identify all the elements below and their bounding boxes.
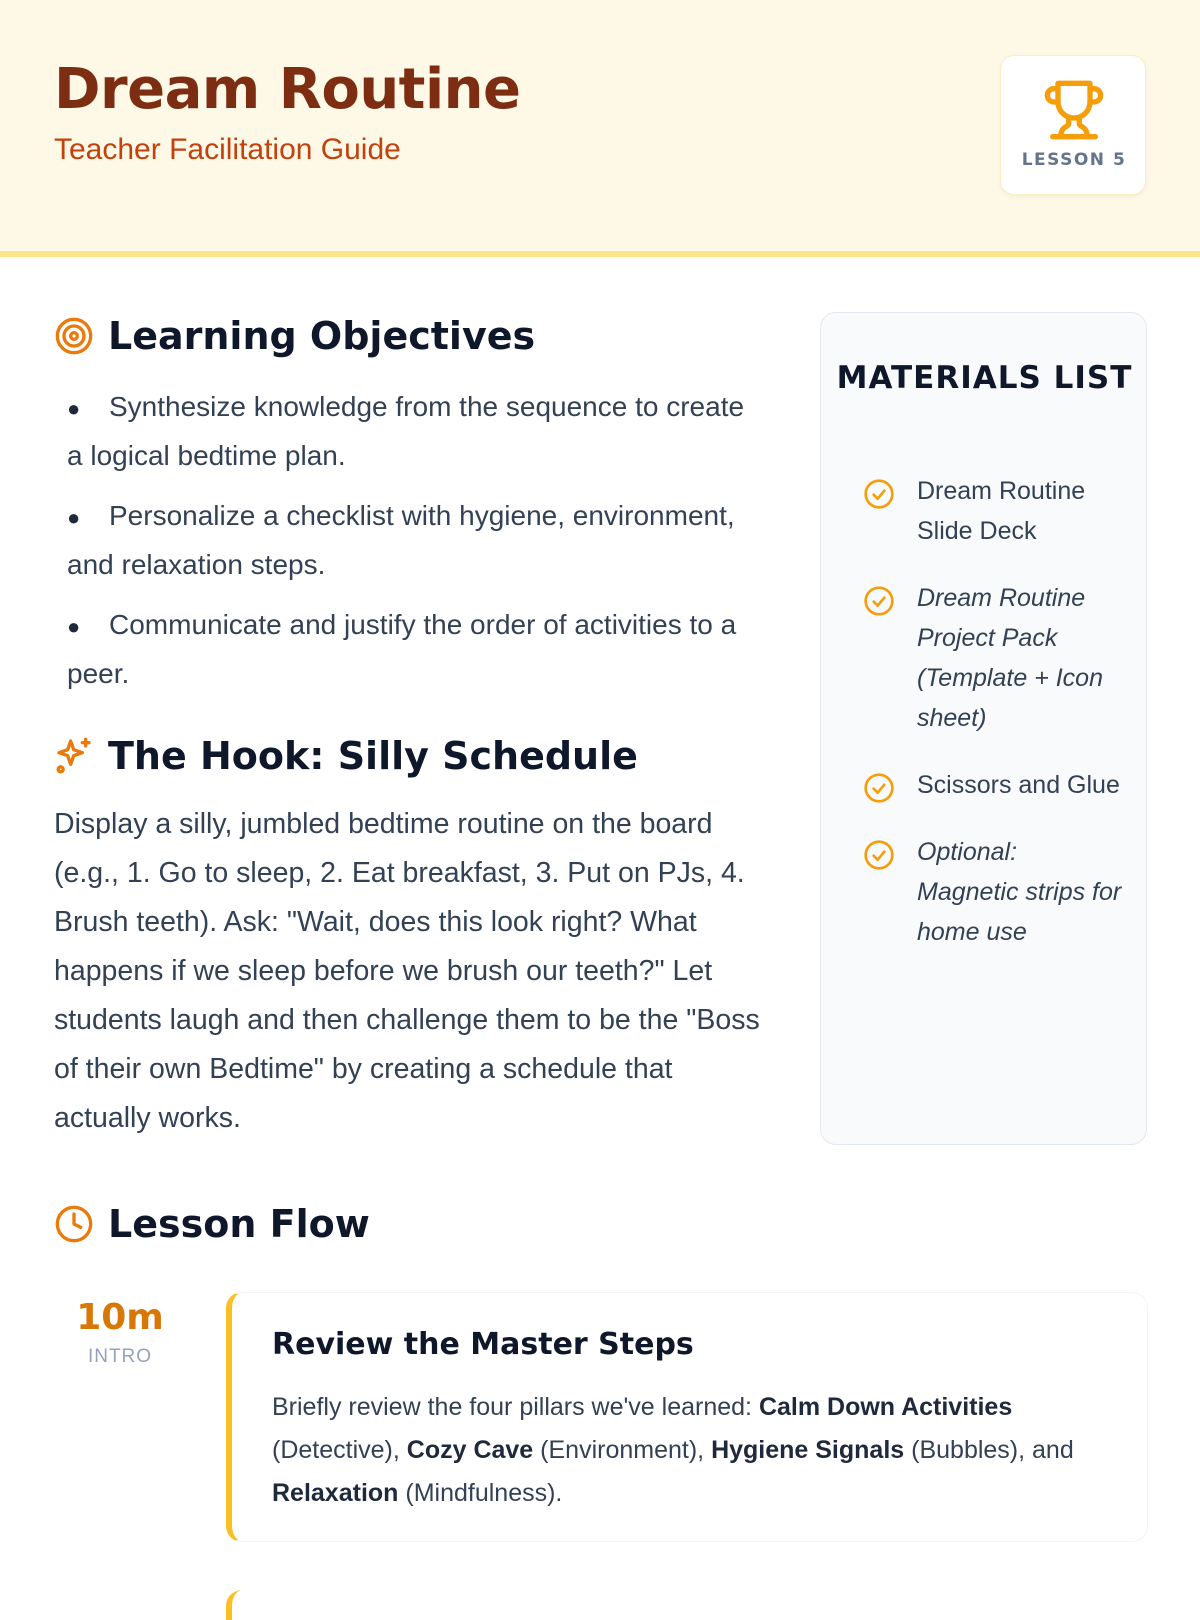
material-text: Scissors and Glue [917,771,1120,799]
objective-text: Personalize a checklist with hygiene, environment, and relaxation steps. [67,500,735,580]
step-title: Review the Master Steps [272,1327,694,1362]
list-item [863,832,1123,952]
check-circle-icon [863,585,895,617]
hook-paragraph: Display a silly, jumbled bedtime routine on the board (e.g., 1. Go to sleep, 2. Eat breakfast, 3. Put on PJs, 4. Brush teeth). Ask: "Wait, does this look right? What happens if we sleep before we brush our teeth?" Let students laugh and then challenge them to be the "Boss of their own Bedtime" by creating a schedule that actually works. [54,808,760,1134]
lesson-badge [1000,55,1146,195]
bullet-icon: ● [67,614,81,639]
material-text: Dream Routine Slide Deck [917,477,1086,545]
step-time [70,1296,170,1368]
step-description [272,1386,1132,1515]
materials-list [863,471,1123,979]
target-icon [54,316,94,356]
list-item [863,765,1123,805]
flow-heading [54,1200,370,1248]
check-circle-icon [863,839,895,871]
desc-text: (Detective), [272,1436,407,1464]
page-subtitle: Teacher Facilitation Guide [54,133,401,166]
lesson-number-label: LESSON 5 [1021,150,1127,170]
list-item [863,471,1123,551]
step-duration: 10m [76,1297,164,1338]
objective-text: Communicate and justify the order of activities to a peer. [67,609,737,689]
objectives-heading [54,312,535,360]
material-text: Dream Routine Project Pack (Template + Icon sheet) [917,584,1103,732]
desc-term: Calm Down Activities [758,1393,1013,1421]
list-item [54,492,764,588]
objectives-list [54,383,764,710]
page-title: Dream Routine [54,57,521,122]
bullet-icon: ● [67,505,81,530]
list-item [54,601,764,697]
objective-text: Synthesize knowledge from the sequence to create a logical bedtime plan. [67,391,745,471]
step-phase: INTRO [87,1346,153,1367]
flow-title: Lesson Flow [108,1202,370,1246]
materials-panel [820,312,1147,1145]
clock-icon [54,1204,94,1244]
desc-text: (Mindfulness). [398,1479,563,1507]
desc-term: Relaxation [272,1479,399,1507]
next-step-card-edge [226,1590,266,1620]
desc-term: Hygiene Signals [711,1436,905,1464]
list-item [54,383,764,479]
desc-text: Briefly review the four pillars we've learned: [272,1393,759,1421]
material-text: Optional: Magnetic strips for home use [917,838,1122,946]
desc-text: (Bubbles), and [904,1436,1074,1464]
flow-step-card [226,1292,1148,1542]
check-circle-icon [863,478,895,510]
page-header [0,0,1200,257]
desc-term: Cozy Cave [406,1436,534,1464]
check-circle-icon [863,772,895,804]
bullet-icon: ● [67,396,81,421]
trophy-icon [1042,78,1106,142]
desc-text: (Environment), [533,1436,712,1464]
sparkles-icon [54,736,94,776]
hook-heading [54,732,638,780]
hook-title: The Hook: Silly Schedule [108,734,638,778]
materials-title: MATERIALS LIST [836,360,1133,396]
list-item [863,578,1123,738]
objectives-title: Learning Objectives [108,314,536,358]
